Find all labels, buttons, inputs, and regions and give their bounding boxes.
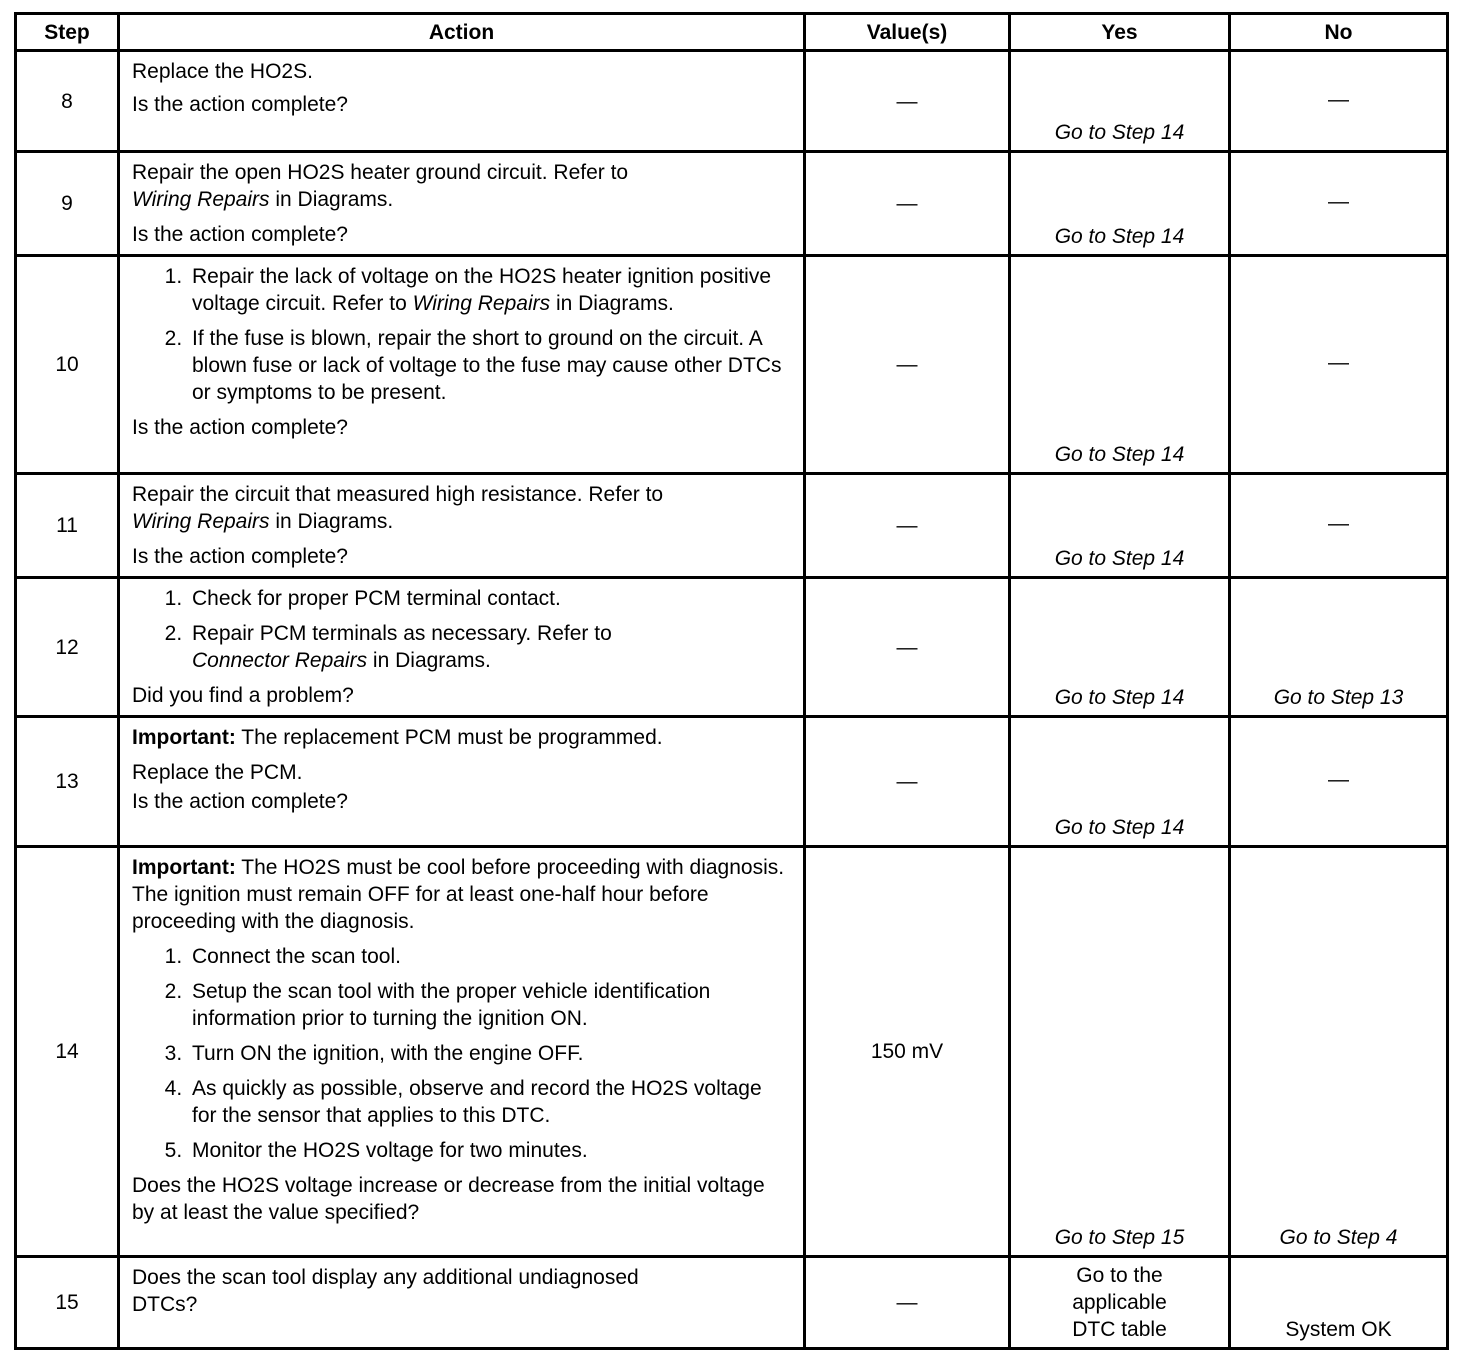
action-cell	[119, 51, 805, 152]
list-item-text: Repair the lack of voltage on the HO2S heater ignition positive voltage circuit. Refer to	[192, 265, 772, 315]
value-cell: —	[805, 717, 1010, 847]
header-no: No	[1230, 14, 1448, 51]
action-question: Is the action complete?	[132, 545, 348, 568]
action-question: Does the HO2S voltage increase or decrease from the initial voltage by at least the value specified?	[132, 1174, 765, 1224]
list-item: 2. Setup the scan tool with the proper vehicle identification information prior to turning the ignition ON.	[188, 978, 789, 1032]
action-line: Repair the open HO2S heater ground circuit. Refer to	[132, 161, 629, 184]
action-question: Is the action complete?	[132, 790, 348, 813]
list-item	[188, 620, 789, 674]
step-number: 8	[16, 51, 119, 152]
reference-link-text: Wiring Repairs	[412, 292, 551, 315]
list-item: 3. Turn ON the ignition, with the engine OFF.	[188, 1040, 789, 1067]
action-text	[132, 159, 789, 213]
yes-cell: Go to Step 14	[1010, 717, 1230, 847]
important-text: The HO2S must be cool before proceeding with diagnosis. The ignition must remain OFF for at least one-half hour before proceeding with the diagnosis.	[132, 856, 785, 933]
action-text: Replace the HO2S.	[132, 60, 313, 83]
list-item: 1. Check for proper PCM terminal contact.	[188, 585, 789, 612]
yes-cell: Go to Step 14	[1010, 256, 1230, 474]
action-question: Is the action complete?	[132, 416, 348, 439]
header-yes: Yes	[1010, 14, 1230, 51]
value-cell: —	[805, 152, 1010, 256]
important-label: Important:	[132, 856, 236, 879]
action-cell	[119, 152, 805, 256]
value-cell: 150 mV	[805, 847, 1010, 1257]
table-row	[16, 256, 1448, 474]
step-number: 13	[16, 717, 119, 847]
reference-link-text: Connector Repairs	[192, 649, 368, 672]
header-step: Step	[16, 14, 119, 51]
no-cell: Go to Step 13	[1230, 578, 1448, 717]
action-cell	[119, 717, 805, 847]
step-number: 12	[16, 578, 119, 717]
action-cell	[119, 578, 805, 717]
step-number: 15	[16, 1257, 119, 1349]
reference-suffix: in Diagrams.	[550, 292, 674, 315]
table-row	[16, 152, 1448, 256]
yes-cell: Go to the applicable DTC table	[1010, 1257, 1230, 1349]
list-item: 1. Connect the scan tool.	[188, 943, 789, 970]
action-line: Repair the circuit that measured high resistance. Refer to	[132, 483, 664, 506]
table-row	[16, 578, 1448, 717]
yes-cell: Go to Step 15	[1010, 847, 1230, 1257]
value-cell: —	[805, 256, 1010, 474]
no-cell: —	[1230, 474, 1448, 578]
header-action: Action	[119, 14, 805, 51]
list-item: 5. Monitor the HO2S voltage for two minutes.	[188, 1137, 789, 1164]
table-row	[16, 474, 1448, 578]
table-row	[16, 1257, 1448, 1349]
no-cell: —	[1230, 51, 1448, 152]
list-item: 4. As quickly as possible, observe and record the HO2S voltage for the sensor that applies to this DTC.	[188, 1075, 789, 1129]
yes-cell: Go to Step 14	[1010, 474, 1230, 578]
step-number: 11	[16, 474, 119, 578]
value-cell: —	[805, 51, 1010, 152]
header-values: Value(s)	[805, 14, 1010, 51]
step-number: 9	[16, 152, 119, 256]
no-cell: Go to Step 4	[1230, 847, 1448, 1257]
important-label: Important:	[132, 726, 236, 749]
action-question: Did you find a problem?	[132, 684, 354, 707]
list-item-text: Repair PCM terminals as necessary. Refer to	[192, 622, 612, 645]
action-cell	[119, 1257, 805, 1349]
action-text	[132, 481, 789, 535]
list-item	[188, 263, 789, 317]
value-cell: —	[805, 474, 1010, 578]
value-cell: —	[805, 1257, 1010, 1349]
important-note	[132, 854, 789, 935]
reference-suffix: in Diagrams.	[269, 188, 394, 211]
reference-suffix: in Diagrams.	[269, 510, 394, 533]
action-question: Does the scan tool display any additional undiagnosed DTCs?	[132, 1266, 639, 1316]
action-question: Is the action complete?	[132, 223, 348, 246]
procedure-list	[132, 943, 789, 1164]
table-row	[16, 847, 1448, 1257]
important-note	[132, 724, 789, 751]
value-cell: —	[805, 578, 1010, 717]
action-cell	[119, 256, 805, 474]
table-row	[16, 51, 1448, 152]
no-cell: System OK	[1230, 1257, 1448, 1349]
table-row	[16, 717, 1448, 847]
step-number: 10	[16, 256, 119, 474]
procedure-list	[132, 263, 789, 406]
list-item: 2. If the fuse is blown, repair the short to ground on the circuit. A blown fuse or lack of voltage to the fuse may cause other DTCs or symptoms to be present.	[188, 325, 789, 406]
step-number: 14	[16, 847, 119, 1257]
yes-cell: Go to Step 14	[1010, 51, 1230, 152]
procedure-list	[132, 585, 789, 674]
action-text: Replace the PCM.	[132, 761, 303, 784]
no-cell: —	[1230, 152, 1448, 256]
action-cell	[119, 847, 805, 1257]
no-cell: —	[1230, 256, 1448, 474]
reference-link-text: Wiring Repairs	[132, 510, 270, 533]
no-cell: —	[1230, 717, 1448, 847]
important-text: The replacement PCM must be programmed.	[235, 726, 663, 749]
yes-cell: Go to Step 14	[1010, 578, 1230, 717]
header-row	[16, 14, 1448, 51]
yes-cell: Go to Step 14	[1010, 152, 1230, 256]
diagnostic-table	[14, 12, 1449, 1350]
action-cell	[119, 474, 805, 578]
reference-suffix: in Diagrams.	[367, 649, 491, 672]
action-question: Is the action complete?	[132, 93, 348, 116]
reference-link-text: Wiring Repairs	[132, 188, 270, 211]
